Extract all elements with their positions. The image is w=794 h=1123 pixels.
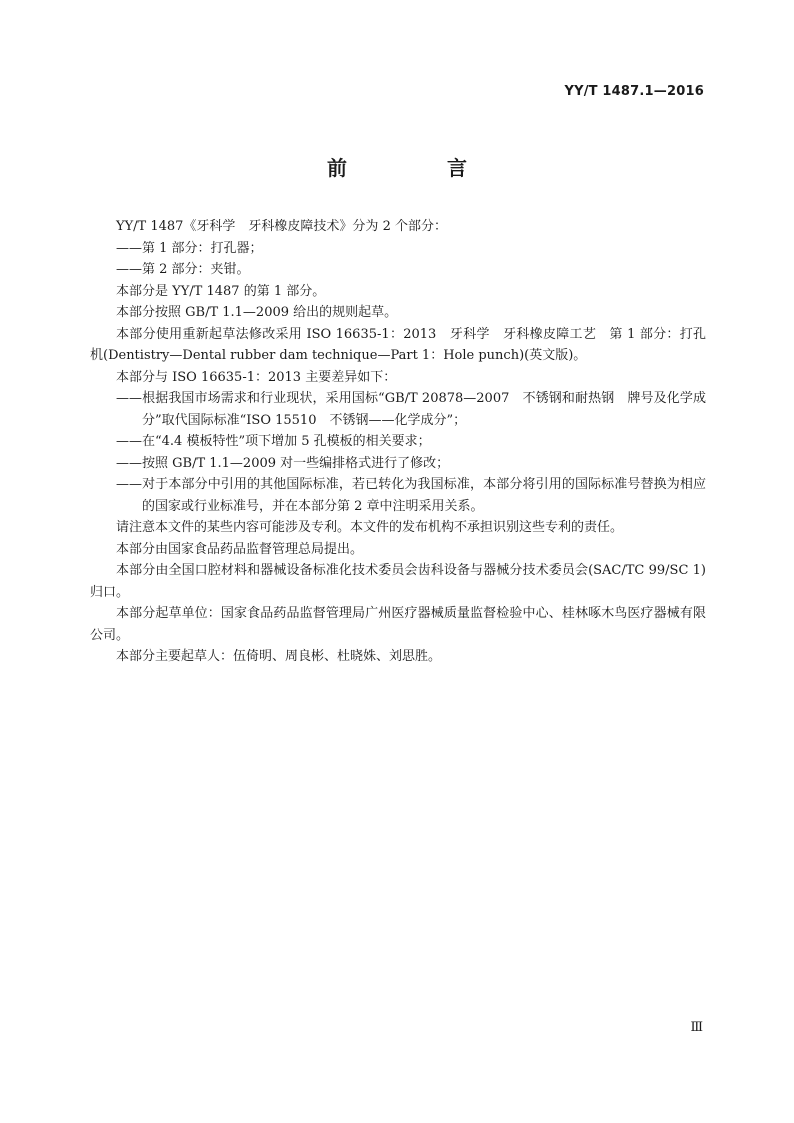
list-item-difference-2: ——在“4.4 模板特性”项下增加 5 孔模板的相关要求； [116, 434, 431, 449]
standard-code: YY/T 1487.1—2016 [564, 84, 704, 99]
paragraph-part-statement: 本部分是 YY/T 1487 的第 1 部分。 [116, 283, 326, 299]
list-item-part2: ——第 2 部分：夹钳。 [116, 262, 250, 277]
paragraph-patent-notice: 请注意本文件的某些内容可能涉及专利。本文件的发布机构不承担识别这些专利的责任。 [116, 520, 624, 535]
list-item-part1: ——第 1 部分：打孔器； [116, 240, 263, 256]
paragraph-parts-intro: YY/T 1487《牙科学 牙科橡皮障技术》分为 2 个部分： [116, 219, 447, 234]
page-number: Ⅲ [690, 1020, 703, 1035]
paragraph-differences-intro: 本部分与 ISO 16635-1：2013 主要差异如下： [116, 369, 397, 385]
paragraph-drafting-rules: 本部分按照 GB/T 1.1—2009 给出的规则起草。 [116, 305, 398, 320]
paragraph-adoption: 本部分使用重新起草法修改采用 ISO 16635-1：2013 牙科学 牙科橡皮障工艺 第 1 部分：打孔机(Dentistry—Dental rubber dam technique—Part 1：Hole punch)(英文版)。 [90, 326, 706, 363]
paragraph-drafting-units: 本部分起草单位：国家食品药品监督管理局广州医疗器械质量监督检验中心、桂林啄木鸟医疗器械有限公司。 [90, 606, 706, 643]
list-item-difference-1: ——根据我国市场需求和行业现状，采用国标“GB/T 20878—2007 不锈钢和耐热钢 牌号及化学成分”取代国际标准“ISO 15510 不锈钢——化学成分”； [116, 391, 706, 428]
page-title: 前 言 [327, 156, 507, 180]
list-item-difference-3: ——按照 GB/T 1.1—2009 对一些编排格式进行了修改； [116, 455, 450, 471]
paragraph-proposer: 本部分由国家食品药品监督管理总局提出。 [116, 541, 364, 557]
foreword-body [90, 216, 706, 668]
paragraph-drafters: 本部分主要起草人：伍倚明、周良彬、杜晓姝、刘思胜。 [116, 649, 442, 664]
list-item-difference-4: ——对于本部分中引用的其他国际标准，若已转化为我国标准，本部分将引用的国际标准号替换为相应的国家或行业标准号，并在本部分第 2 章中注明采用关系。 [116, 477, 706, 514]
paragraph-committee: 本部分由全国口腔材料和器械设备标准化技术委员会齿科设备与器械分技术委员会(SAC/TC 99/SC 1)归口。 [90, 563, 706, 600]
